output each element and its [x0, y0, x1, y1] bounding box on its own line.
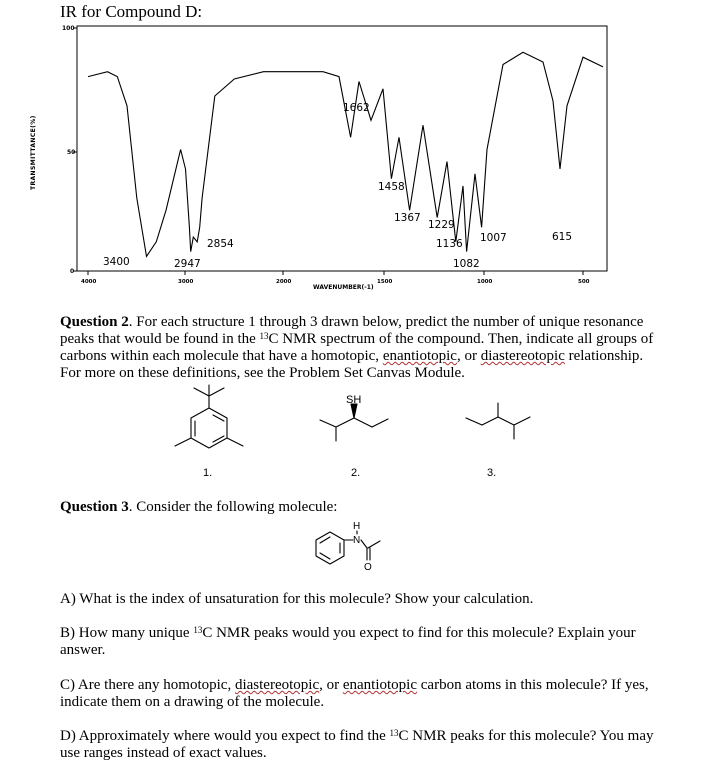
- x-tick-label: 3000: [178, 279, 194, 285]
- question-3c: C) Are there any homotopic, diastereotopic, or enantiotopic carbon atoms in this molecule? If yes, indicate them on a drawing of the molecule.: [60, 677, 649, 710]
- structure-3-drawing: [466, 403, 530, 439]
- structure-3-number: 3.: [487, 467, 497, 479]
- structure-2-sh-label: SH: [346, 394, 362, 406]
- y-tick-label: 100: [62, 25, 75, 32]
- peak-label-2854: 2854: [207, 238, 234, 250]
- peak-label-1082: 1082: [453, 258, 480, 270]
- peak-label-3400: 3400: [103, 256, 130, 268]
- question-3a: A) What is the index of unsaturation for this molecule? Show your calculation.: [60, 591, 534, 607]
- question-3d: D) Approximately where would you expect to find the $^{13}$C NMR peaks for this molecule? You may use ranges instead of exact values.: [60, 728, 654, 761]
- peak-label-1229: 1229: [428, 219, 455, 231]
- x-tick-label: 2000: [276, 279, 292, 285]
- peak-label-1458: 1458: [378, 181, 405, 193]
- peak-label-1136: 1136: [436, 238, 463, 250]
- ir-plot-frame: [77, 26, 607, 271]
- y-tick-label: 50: [67, 149, 76, 156]
- ir-spectrum-line: [88, 52, 603, 256]
- question-3-text: Question 3. Consider the following molecule:: [60, 499, 338, 515]
- question-3-label: Question 3: [60, 499, 129, 515]
- question-3b: B) How many unique $^{13}$C NMR peaks would you expect to find for this molecule? Explain your answer.: [60, 625, 636, 658]
- peak-label-1367: 1367: [394, 212, 421, 224]
- peak-label-1662: 1662: [343, 102, 370, 114]
- x-tick-label: 1000: [477, 279, 493, 285]
- y-tick-label: 0: [70, 268, 75, 275]
- molecule-h-label: H: [353, 521, 361, 532]
- question-2-structures: [0, 380, 711, 490]
- question-3-molecule: [0, 512, 711, 572]
- structure-1-number: 1.: [203, 467, 213, 479]
- ir-y-axis-label: TRANSMITTANCE(%): [30, 115, 37, 190]
- peak-label-1007: 1007: [480, 232, 507, 244]
- molecule-n-label: N: [353, 535, 361, 546]
- x-tick-label: 4000: [81, 279, 97, 285]
- ir-title: IR for Compound D:: [60, 2, 203, 21]
- question-2-text: Question 2. For each structure 1 through 3 drawn below, predict the number of unique resonance peaks that would be found in the $^{13}$C NMR spectrum of the compound. Then, indicate all groups of carbons within each molecule that have a homotopic, enantiotopic, or diastereotopic relationship. For more on these definitions, see the Problem Set Canvas Module.: [60, 314, 654, 381]
- question-2-label: Question 2: [60, 314, 129, 330]
- peak-label-615: 615: [552, 231, 573, 243]
- x-tick-label: 1500: [377, 279, 393, 285]
- ir-spectrum-chart: [0, 0, 711, 300]
- x-tick-label: 500: [578, 279, 590, 285]
- peak-label-2947: 2947: [174, 258, 201, 270]
- structure-2-number: 2.: [351, 467, 361, 479]
- ir-x-axis-label: WAVENUMBER(-1): [313, 284, 374, 291]
- structure-1-drawing: [175, 385, 243, 448]
- structure-2-drawing: [320, 404, 388, 441]
- molecule-o-label: O: [364, 562, 372, 572]
